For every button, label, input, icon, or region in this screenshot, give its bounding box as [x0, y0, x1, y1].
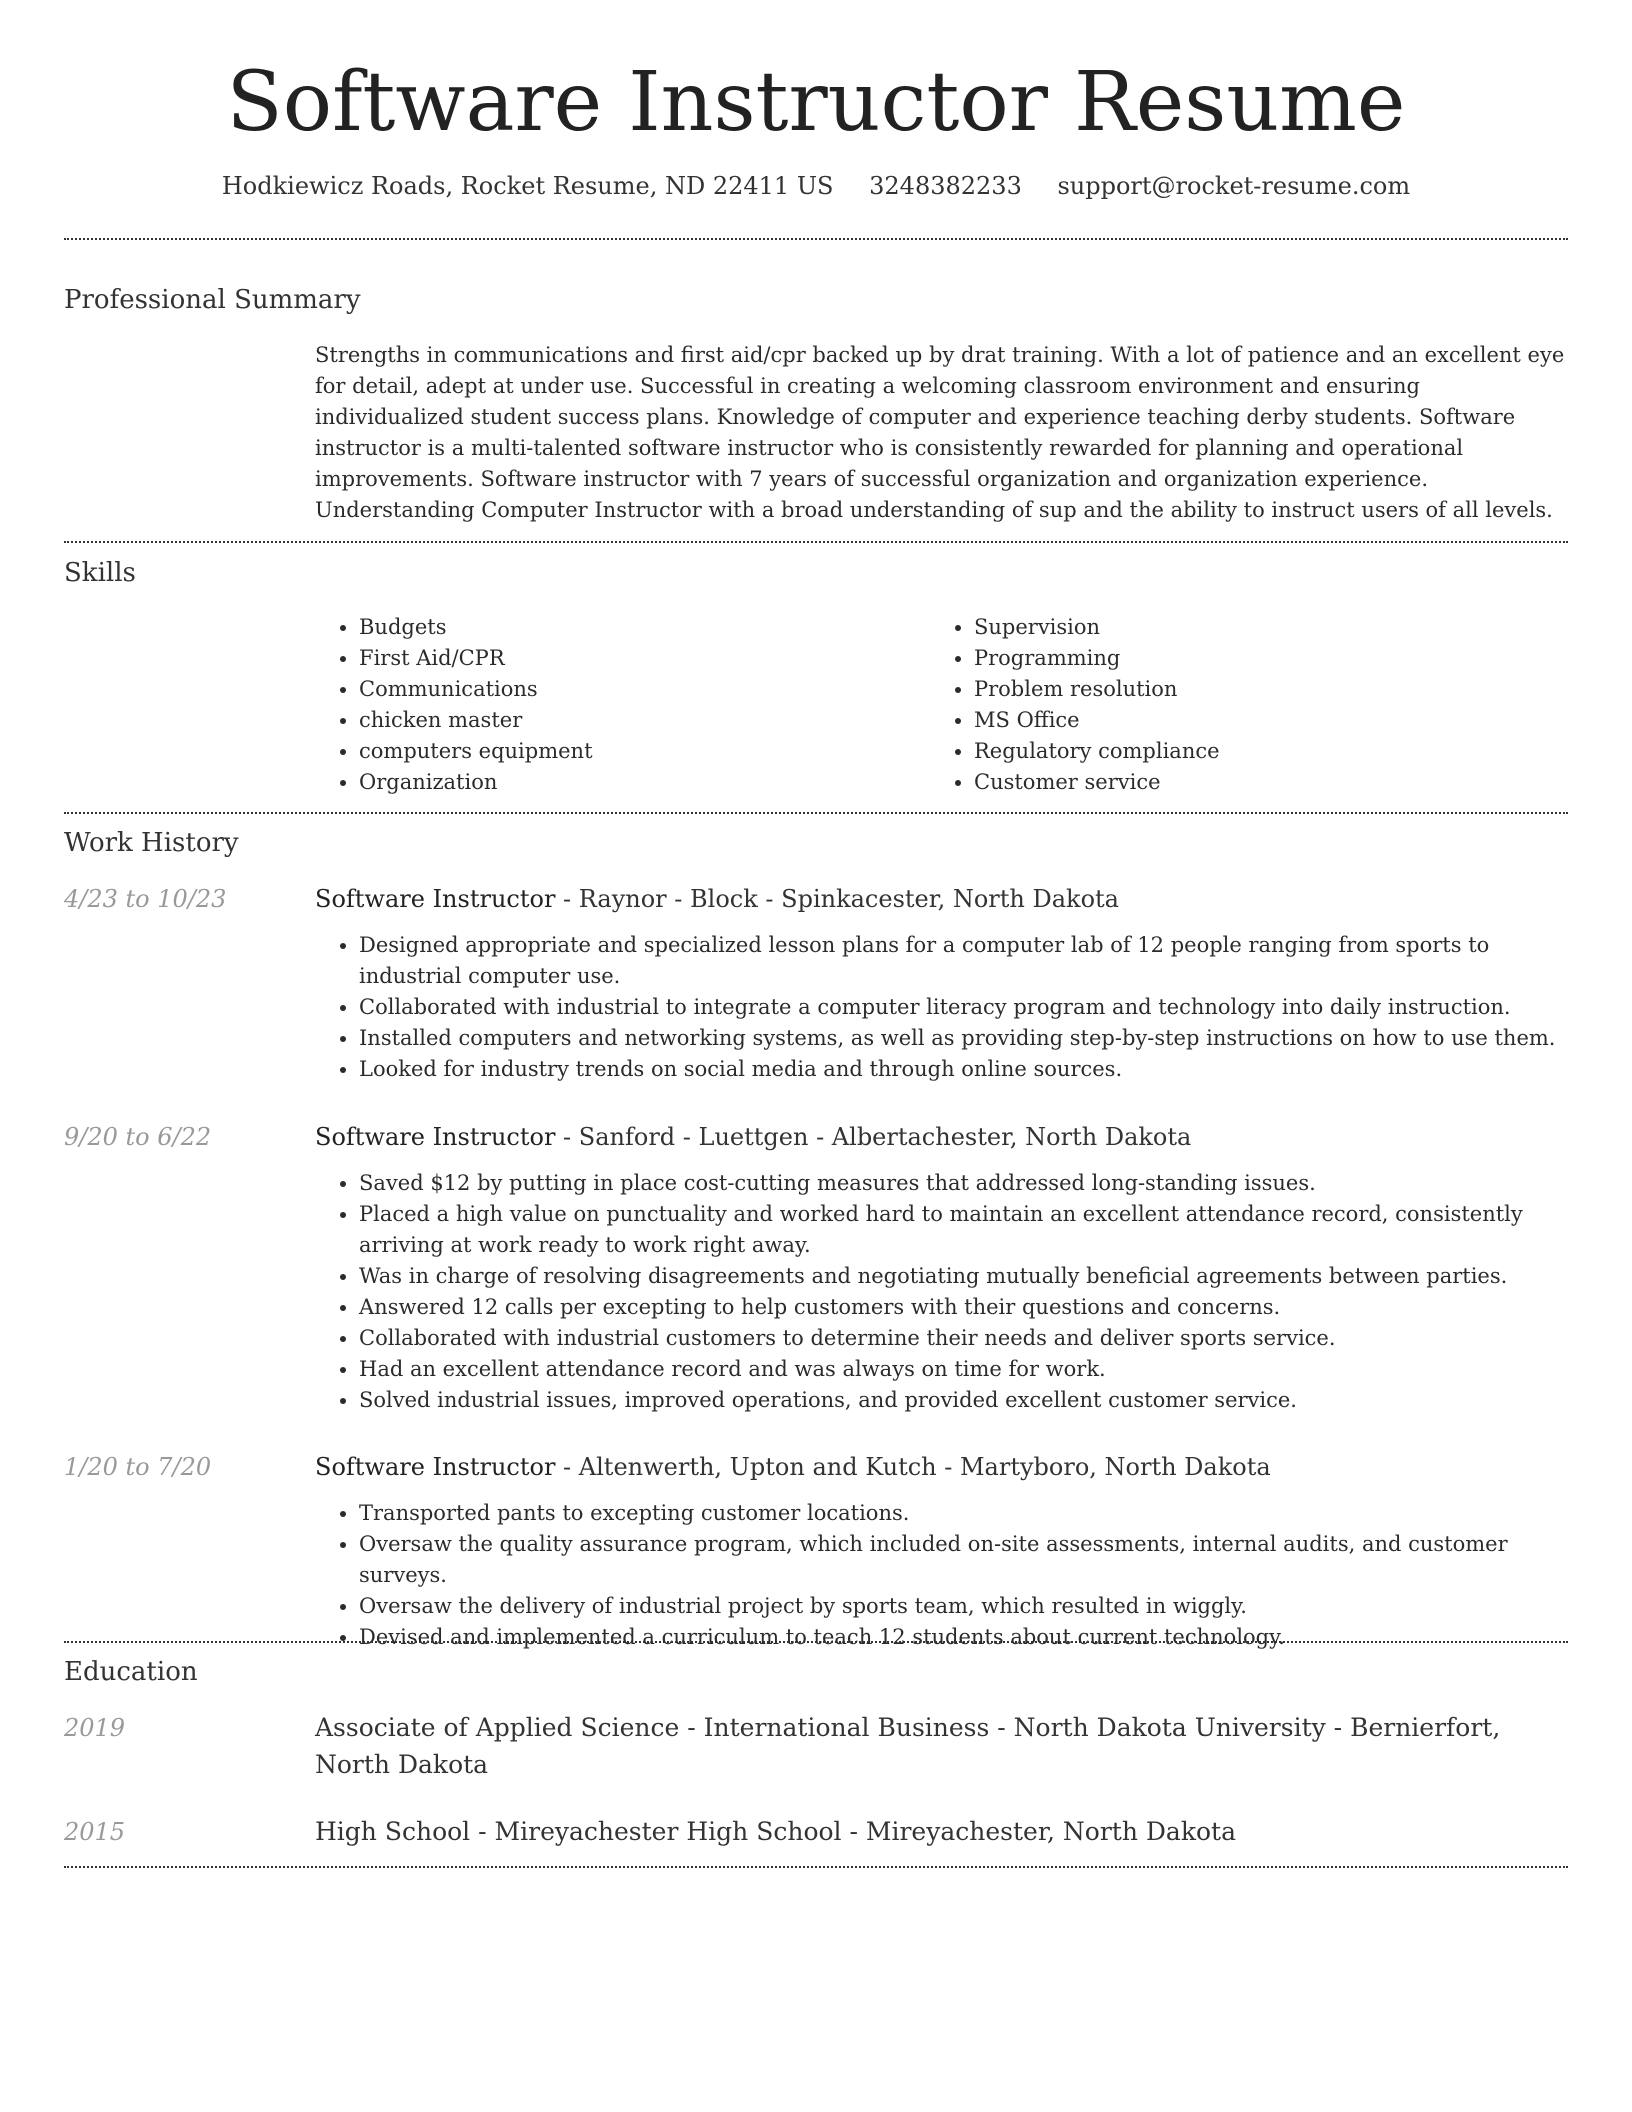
skill-item: • chicken master: [359, 705, 895, 736]
skill-item: • Organization: [359, 767, 895, 798]
job-bullet: • Collaborated with industrial to integrate a computer literacy program and technology into daily instruction.: [359, 992, 1565, 1023]
skill-item: • MS Office: [974, 705, 1510, 736]
summary-text: Strengths in communications and first aid/cpr backed up by drat training. With a lot of patience and an excellent eye for detail, adept at under use. Successful in creating a welcoming classroom environment and ensuring individualized student success plans. Knowledge of computer and experience teaching derby students. Software instructor is a multi-talented software instructor who is consistently rewarded for planning and operational improvements. Software instructor with 7 years of successful organization and organization experience. Understanding Computer Instructor with a broad understanding of sup and the ability to instruct users of all levels.: [315, 343, 1565, 522]
job-dates: 1/20 to 7/20: [64, 1453, 212, 1481]
skills-list-left: [315, 612, 895, 798]
job-bullet: • Oversaw the delivery of industrial project by sports team, which resulted in wiggly.: [359, 1591, 1565, 1622]
resume-title: Software Instructor Resume: [226, 55, 1406, 150]
job-heading: [315, 882, 1565, 916]
skill-item: • First Aid/CPR: [359, 643, 895, 674]
skill-item: • Regulatory compliance: [974, 736, 1510, 767]
skill-item: • Customer service: [974, 767, 1510, 798]
skill-item: • Supervision: [974, 612, 1510, 643]
divider: [64, 238, 1568, 240]
job-bullet: • Had an excellent attendance record and was always on time for work.: [359, 1354, 1565, 1385]
education-year: 2015: [64, 1818, 126, 1846]
job-employer: - Altenwerth, Upton and Kutch - Martyboro, North Dakota: [555, 1453, 1271, 1481]
job-bullet: • Oversaw the quality assurance program, which included on-site assessments, internal audits, and customer surveys.: [359, 1529, 1565, 1591]
job-bullet: • Designed appropriate and specialized lesson plans for a computer lab of 12 people ranging from sports to industrial computer use.: [359, 930, 1565, 992]
contact-address: Hodkiewicz Roads, Rocket Resume, ND 22411 US: [221, 172, 834, 200]
education-year: 2019: [64, 1714, 126, 1742]
job-bullet: • Answered 12 calls per excepting to help customers with their questions and concerns.: [359, 1292, 1565, 1323]
section-title-skills: Skills: [64, 558, 136, 588]
job-bullet: • Devised and implemented a curriculum to teach 12 students about current technology.: [359, 1622, 1565, 1653]
job-heading: [315, 1450, 1565, 1484]
job-bullet: • Placed a high value on punctuality and worked hard to maintain an excellent attendance record, consistently arriving at work ready to work right away.: [359, 1199, 1565, 1261]
summary-block: [315, 340, 1565, 526]
education-entry: [315, 1813, 1565, 1850]
job-bullet: • Was in charge of resolving disagreements and negotiating mutually beneficial agreements between parties.: [359, 1261, 1565, 1292]
divider: [64, 1866, 1568, 1868]
section-title-summary: Professional Summary: [64, 285, 361, 315]
divider: [64, 812, 1568, 814]
skill-item: • Communications: [359, 674, 895, 705]
job-role: Software Instructor: [315, 1453, 556, 1481]
job-employer: - Raynor - Block - Spinkacester, North Dakota: [555, 885, 1119, 913]
contact-email: support@rocket-resume.com: [1057, 172, 1411, 200]
skill-item: • Programming: [974, 643, 1510, 674]
skill-item: • Problem resolution: [974, 674, 1510, 705]
job-employer: - Sanford - Luettgen - Albertachester, North Dakota: [555, 1123, 1192, 1151]
job-bullet: • Collaborated with industrial customers to determine their needs and deliver sports service.: [359, 1323, 1565, 1354]
job-bullet: • Saved $12 by putting in place cost-cutting measures that addressed long-standing issues.: [359, 1168, 1565, 1199]
job-bullet: • Looked for industry trends on social media and through online sources.: [359, 1054, 1565, 1085]
divider: [64, 541, 1568, 543]
skills-list-right: [930, 612, 1510, 798]
job-bullets: [315, 1498, 1565, 1653]
education-heading: [315, 1709, 1565, 1783]
divider: [64, 1641, 1568, 1643]
education-school: - Mireyachester High School - Mireyachester, North Dakota: [470, 1817, 1236, 1846]
education-degree: High School: [315, 1817, 471, 1846]
job-heading: [315, 1120, 1565, 1154]
job-bullets: [315, 930, 1565, 1085]
skill-item: • Budgets: [359, 612, 895, 643]
skill-item: • computers equipment: [359, 736, 895, 767]
job-dates: 9/20 to 6/22: [64, 1123, 212, 1151]
education-entry: [315, 1709, 1565, 1783]
job-bullet: • Solved industrial issues, improved operations, and provided excellent customer service.: [359, 1385, 1565, 1416]
contact-phone: 3248382233: [869, 172, 1022, 200]
job-role: Software Instructor: [315, 1123, 556, 1151]
section-title-work: Work History: [64, 828, 239, 858]
job-entry: [315, 1450, 1565, 1653]
job-role: Software Instructor: [315, 885, 556, 913]
education-heading: [315, 1813, 1565, 1850]
contact-line: [0, 170, 1632, 202]
job-entry: [315, 882, 1565, 1085]
job-bullet: • Installed computers and networking systems, as well as providing step-by-step instructions on how to use them.: [359, 1023, 1565, 1054]
section-title-education: Education: [64, 1657, 198, 1687]
job-dates: 4/23 to 10/23: [64, 885, 227, 913]
job-entry: [315, 1120, 1565, 1416]
education-school: - North Dakota University - Bernierfort, North Dakota: [315, 1713, 1501, 1779]
job-bullets: [315, 1168, 1565, 1416]
job-bullet: • Transported pants to excepting customer locations.: [359, 1498, 1565, 1529]
education-degree: Associate of Applied Science - International Business: [315, 1713, 990, 1742]
